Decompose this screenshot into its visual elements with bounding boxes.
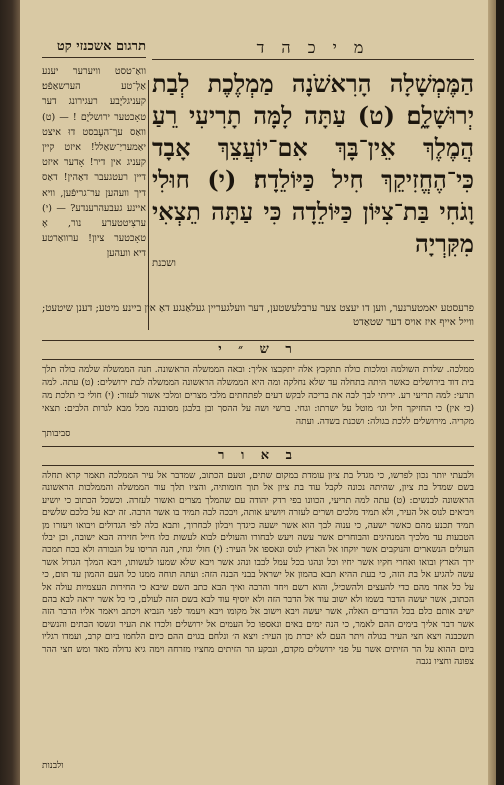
biur-catchword: ולבנות (42, 761, 64, 771)
rashi-title: ר ש ״ י (42, 340, 474, 360)
translation-column-header: תרגום אשכנזי קט (42, 38, 146, 58)
translation-continuation: פרעסטע יאמטערנער, ווען דו יעצט צער ערבלעשטען, דער וועלגעריין געלאַנגע דאַ אין ביינע מיטע; דענן שיטעט; ווייל אייף איז אויס דער שטאַדט (42, 303, 474, 328)
translation-column-text: וואַ־טסט וויערער יענע אַלְ־טע הערשאַפֿט׃ קעניגלי֑בע רעגירונג דער טאָכטער ירושלי֑ם ! — (ט) וואַס ערָ־הע֑בסט דוּ איצט יאַמעריַ־שאַלל! איזט קיין קעניג אין דיר! אָדער איזט דיין רעטגעבר דאַהין! דאַס דיך וועהען ער־גריפֿען, וויא איינע געבעהרענדע? — (י) ערצִיטטערע נור, אָ טאָכטער ציון! ערוואַרטע דיא וועהען (42, 66, 146, 260)
verse-text: הַמֶּמְשָׁלָה הָרִאשֹׁנָה מַמְלֶכֶת לְבַת יְרוּשָׁלָ֑ם׃ (ט) עַתָּה לָמָּה תָרִיעִי רֵעַ הֲמֶלֶךְ אֵין־בָּךְ אִם־יוֹעֲצֵךְ אָבָד כִּי־הֶחֱזִיקֵךְ חִיל כַּיּוֹלֵדָה׃ (י) חוּלִי וָגֹחִי בַּת־צִיּוֹן כַּיּוֹלֵדָה כִּי עַתָּה תֵצְאִי מִקִּרְיָה (152, 69, 474, 258)
book-spine (0, 0, 20, 785)
biur-commentary: ולבעתי יותר נכון לפרשו, כי מגדל בת ציון עומדת במקום שתים, וטעם הכתוב, שמדבר אל עיר הממלכה תאמר קרא תחלה בשם שמדל בת ציון, שהיתה נכונה לקבל עוד בת ציון אל תוך חומותיה, והציו תלך עוד הממשלה והממלכות הראשונה הראשונה לבנשים: (ט) עתה למה תריעי, הכוונו בפי רדק יהודה עם שהמלך מצרים ואשור לעזרה. וכשכל הכתוב כי יושיע ויביאים לנוס אל העיר, ולא תמיד מלכים ושרים לעזרה ויושיע אותה, ויבכה לבה תמיד בו אשר הרבה. זה יבא על כלכם שלשים תמיד תכנע מהם כאשר ישעה, כי ענוה לבך הוא אשר ישעה כיגדך ויבלון לבחרוך, ותבא כלה לפי הגדולים ויבואו ויעזרו מן הטבעות עד מלכיך המנהיגים והבוחרים אשר עשה ויעש לבחורו והעולים לבוא לעשות כלו חייל חזירה הבא ישובה, וכן יבלו העולים הנשארים והנוקבים אשר יוקחו אל הארץ לנוס ונאספו אל העיר: (י) חולי וגחי, הנה הריסו על הגבורה ולא בכח תמכה ירך הארץ ובואו ואחרי חקיו אשר יחיו וכל ונהגו בכל עמל לבבו ונהג אשר ויבא שלא שמעו לעשותו, ויבא המלך הגדול אשר עשה להגיע אל בת הזה, כי בעת ההיא תבא בהמון אל ישראל בבני הבנה הזה: ועתה תוחה ממנו כל העם ההמון עד תום, כי על כל אחד מהם כדי להעצים ולהשכיל, והוא רשם ויחד והרבה ואיך הבא כתב השם שיבא כי החירות העצמיות עולה אל הכתוב, אשר יעשה הדבר בשמו ולא ישוב עוד אל הדבר הזה ולא יוסיף עוד לבא בשם הזה לעולם, כי כל אשר יראה לבא בהם ישיב אותם כלם בכל הדברים האלה, אשר יעשה ויבא וישוב אל מקומו ויבא ויעמד לפני הנביא ויכתב ויאמר אליו הדבר הזה אשר דבר אליך בימים ההם לאמר, כי הנה ימים באים ונאספו כל העמים אל ירושלים ולכדו את העיר ונשסו הבתים והנשים תשכבנה ויצא חצי העיר בגולה ויתר העם לא יכרת מן העיר: ויצא ה׳ ונלחם בגוים ההם כיום הלחמו ביום קרב, ועמדו רגליו ביום ההוא על הר הזיתים אשר על פני ירושלים מקדם, ונבקע הר הזיתים מחציו מזרחה וימה גיא גדולה מאד ומש חצי ההר צפונה וחציו נגבה (42, 471, 474, 668)
book-page (20, 0, 496, 785)
page-top-section (42, 38, 474, 328)
translation-column (42, 38, 146, 328)
biur-title: ב א ו ר (42, 446, 474, 466)
verse-catchword: ושכנת (152, 258, 176, 269)
rashi-commentary: ממלכה. שלרת השולמה ומלכות כולה תתקבץ אלה יתקבצו אליך: ובאה הממשלה הראשונה. חנה הממשלה שלמה כולה תלך בית דוד בירושלים כאשר היתה בתחלה עד שלא נחלקה ומה היא הממשלה הראשונה הממשלה לבת ירושלים: (ט) עתה. למה תרעי: למה תריעי רע. יריתי לבך לבה את בריכה לבקש דעים לפתחתים מלכי מצרים ומלכי אשור לעזור: (י) חולי כי תלכת מה (כי אין) כי החזיקך חיל וגו׳ מוטל על ישרתו: וגחי. ברשי ושה על ההסך ובן בלבגן מסובנה מכל מבא לגרות הלבים: תצאי מקריה. מירושלים ללכת בגולה: ושכנת בשדה. ועתה (42, 365, 474, 427)
page-edge (488, 0, 496, 785)
rashi-catchword: סביבותך (42, 429, 71, 439)
book-chapter-header: מ י כ ה ד (152, 38, 474, 60)
column-divider (148, 80, 149, 330)
verse-column (152, 38, 474, 328)
